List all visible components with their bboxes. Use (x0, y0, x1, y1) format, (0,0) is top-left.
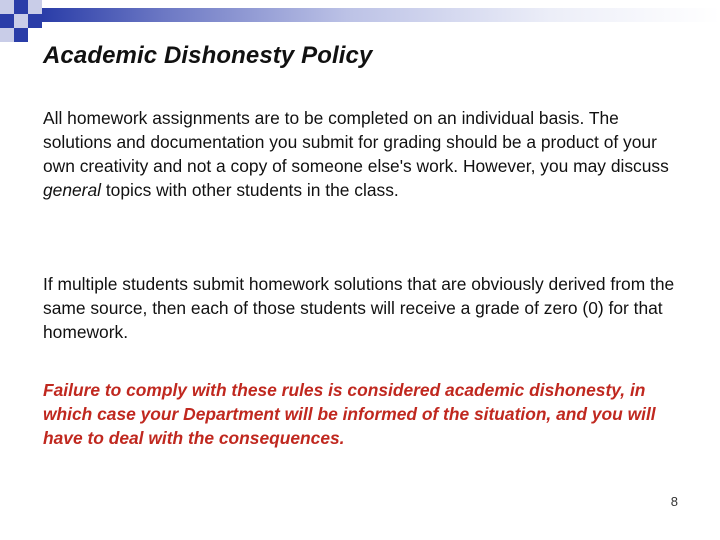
policy-paragraph-penalty: If multiple students submit homework solutions that are obviously derived from the same source, then each of those students will receive a grade of zero (0) for that homework. (43, 274, 675, 342)
page-number: 8 (670, 494, 678, 509)
decor-square (14, 14, 28, 28)
emphasized-word: general (43, 180, 102, 200)
decor-square (0, 14, 14, 28)
policy-paragraph-individual-work (43, 106, 683, 202)
policy-warning: Failure to comply with these rules is considered academic dishonesty, in which case your Department will be informed of the situation, and you will have to deal with the consequences. (43, 380, 656, 448)
decor-square (14, 28, 28, 42)
paragraph-text: topics with other students in the class. (101, 180, 399, 200)
slide-title: Academic Dishonesty Policy (43, 42, 373, 69)
paragraph-text: All homework assignments are to be completed on an individual basis. The solutions and documentation you submit for grading should be a product of your own creativity and not a copy of someone else's work. However, you may discuss (43, 108, 669, 176)
decor-square (28, 0, 42, 14)
decor-square (28, 14, 42, 28)
decor-square (14, 0, 28, 14)
header-gradient-bar (42, 8, 720, 22)
decor-square (0, 28, 14, 42)
decor-square (0, 0, 14, 14)
corner-decoration (0, 0, 60, 45)
